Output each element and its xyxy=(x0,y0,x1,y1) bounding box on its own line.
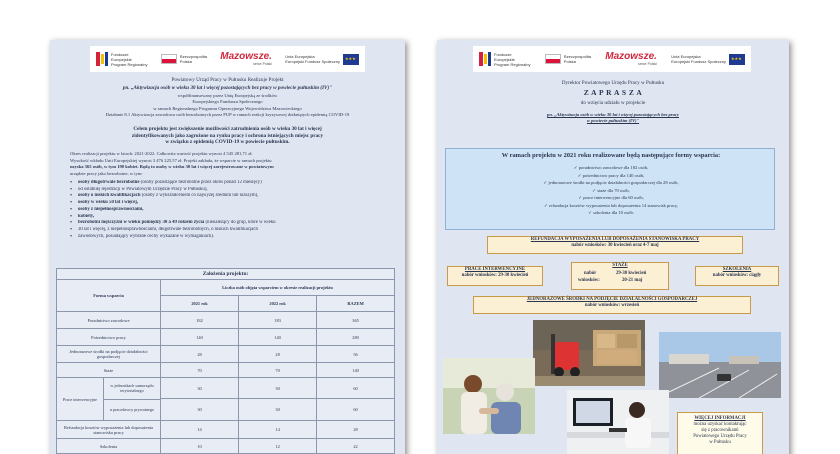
count-header: Liczba osób objęta wsparciem w okresie realizacji projektu xyxy=(161,280,395,296)
form-header: Forma wsparcia xyxy=(57,280,161,312)
table-title: Założenia projektu: xyxy=(57,269,395,280)
table-row: Refundacja kosztów wyposażenia lub doposażenia stanowiska pracy 14 14 28 xyxy=(57,421,395,439)
eu-flag-icon xyxy=(729,54,745,65)
check-icon: ✓ xyxy=(577,172,583,178)
project-name: pn. „Aktywizacja osób w wieku 30 lat i więcej pozostających bez pracy w powiecie pułtuskim (IV)" xyxy=(547,112,679,123)
business-funds-box: JEDNORAZOWE ŚRODKI NA PODJĘCIE DZIAŁALNOŚCI GOSPODARCZEJ nabór wniosków: wrzesień xyxy=(473,296,751,314)
right-poster xyxy=(437,40,789,454)
list-item: ✓ pośrednictwo pracy dla 140 osób, xyxy=(577,172,645,178)
eu-flag-icon xyxy=(343,54,359,65)
list-item: • osoby w wieku 50 lat i więcej, xyxy=(70,200,392,207)
eu-logo: Unia Europejska Europejski Fundusz Społeczny ★★★ xyxy=(285,54,359,65)
check-icon: ✓ xyxy=(543,180,549,185)
list-item: ✓ prace interwencyjne dla 60 osób, xyxy=(578,195,644,200)
fund-line: Europejskiego Funduszu Społecznego xyxy=(192,99,263,104)
table-row: Staże 70 70 140 xyxy=(57,363,395,378)
office-worker-image xyxy=(567,390,669,454)
project-description: Okres realizacji projektu w latach: 2021-2022. Całkowita wartość projektu wynosi 4 545 281,71 zł. Wysokość wkładu Unii Europejskiej wynosi 3 476 225,57 zł. Projekt zakłada, że wsparcie w ramach projektu uzyska 365 osób, w tym 190 kobiet. Będą to osoby w wieku 30 lat i więcej zarejestrowane w powiatowym urzędzie pracy jako bezrobotne, w tym: xyxy=(70,151,274,176)
list-item: • osoby z niepełnosprawnościami, xyxy=(70,207,392,214)
left-poster xyxy=(50,40,405,454)
project-name: pn. „Aktywizacja osób w wieku 30 lat i więcej pozostających bez pracy w powiecie pułtuskim (IV)" xyxy=(122,85,333,91)
refund-box: REFUNDACJA WYPOSAŻENIA LUB DOPOSAŻENIA STANOWISKA PRACY nabór wniosków: 30 kwiecień oraz 4-7 maj xyxy=(487,236,743,254)
organizer-line: Powiatowy Urząd Pracy w Pułtusku Realizuje Projekt xyxy=(171,77,284,83)
action-line: Działanie 8.1 Aktywizacja zawodowa osób bezrobotnych przez PUP w ramach reakcji kryzysowej dotkniętych epidemią COVID-19 xyxy=(105,112,350,117)
check-icon: ✓ xyxy=(543,202,549,208)
list-item: • osoby długotrwale bezrobotne (osoby pozostające bezrobotne przez okres ponad 12 miesięcy) xyxy=(70,180,392,187)
list-item: • od ostatniej rejestracji w Powiatowym Urzędzie Pracy w Pułtusku), xyxy=(70,187,392,194)
warehouse-forklift-image xyxy=(533,320,645,386)
support-forms-panel xyxy=(445,148,775,230)
parking-photo xyxy=(659,332,781,398)
rzeczpospolita-logo: Rzeczpospolita Polska xyxy=(161,54,207,64)
project-goal: Celem projektu jest zwiększenie możliwości zatrudnienia osób w wieku 30 lat i więcej zidentyfikowanych jako zagrożone na rynku pracy i ochrona istniejących miejsc pracy w związku z epidemią COVID-19 w powiecie pułtuskim. xyxy=(131,126,324,146)
internships-box: STAŻE nabór wniosków: 29-30 kwiecień 20-21 maj xyxy=(571,262,669,290)
list-item: ✓ refundacja kosztów wyposażenia lub doposażenia 14 stanowisk pracy, xyxy=(543,202,679,208)
check-icon: ✓ xyxy=(588,210,594,215)
fundusze-logo: Fundusze Europejskie Program Regionalny xyxy=(479,52,530,67)
fundusze-mark-icon xyxy=(96,52,108,66)
panel-title: W ramach projektu w 2021 roku realizowane będą następujące formy wsparcia: xyxy=(501,152,721,159)
warehouse-photo xyxy=(533,320,645,386)
mazowsze-logo: Mazowsze. serce Polski xyxy=(220,51,272,66)
target-groups-list xyxy=(70,180,392,240)
table-row: Jednorazowe środki na podjęcie działalności gospodarczej 28 28 56 xyxy=(57,346,395,363)
rzeczpospolita-logo: Rzeczpospolita Polska xyxy=(545,54,591,64)
trainings-box: SZKOLENIA nabór wniosków: ciągły xyxy=(695,266,779,286)
list-item: • 30 lat i więcej, z niepełnosprawnościami, długotrwale bezrobotnych, o niskich kwalifikacjach xyxy=(70,227,392,234)
support-forms-list xyxy=(446,164,776,217)
fundusze-mark-icon xyxy=(479,52,491,66)
more-info-box: WIĘCEJ INFORMACJI można uzyskać kontaktując się z pracownikami Powiatowego Urzędu Pracy w Pułtusku xyxy=(677,412,763,454)
list-item: • bezrobotni mężczyźni w wieku pomiędzy 30 a 49 rokiem życia (nienależący do grup, które w wieku xyxy=(70,220,392,227)
office-photo xyxy=(567,390,669,454)
logo-strip xyxy=(473,46,751,72)
director-line: Dyrektor Powiatowego Urzędu Pracy w Pułtusku xyxy=(561,80,665,86)
year-2021-header: 2021 rok xyxy=(161,296,239,312)
check-icon: ✓ xyxy=(573,165,579,170)
eu-logo: Unia Europejska Europejski Fundusz Społeczny ★★★ xyxy=(671,54,745,65)
list-item: ✓ staże dla 70 osób, xyxy=(592,187,630,193)
project-assumptions-table xyxy=(56,268,395,454)
join-line: do wzięcia udziału w projekcie xyxy=(580,100,646,106)
invites-heading: Z A P R A S Z A xyxy=(583,88,643,97)
table-row: Pośrednictwo pracy 140 140 280 xyxy=(57,329,395,346)
cofinancing-line: współfinansowany przez Unię Europejską ze środków xyxy=(177,93,278,98)
list-item: ✓ szkolenia dla 10 osób. xyxy=(588,210,634,215)
list-item: • kobiety, xyxy=(70,214,392,221)
parking-lot-image xyxy=(659,332,781,398)
check-icon: ✓ xyxy=(578,195,584,200)
table-row: Poradnictwo zawodowe 182 183 365 xyxy=(57,312,395,329)
table-row: Szkolenia 10 12 22 xyxy=(57,439,395,454)
interventions-box: PRACE INTERWENCYJNE nabór wniosków: 29-30 kwiecień xyxy=(447,266,543,286)
check-icon: ✓ xyxy=(592,187,598,193)
year-2022-header: 2022 rok xyxy=(239,296,317,312)
mazowsze-logo: Mazowsze. serce Polski xyxy=(605,51,657,66)
program-line: w ramach Regionalnego Programu Operacyjnego Województwa Mazowieckiego xyxy=(153,106,302,111)
list-item: ✓ poradnictwo zawodowe dla 182 osób, xyxy=(573,165,649,170)
list-item: • osoby o niskich kwalifikacjach (osoby z wykształceniem co najwyżej średnim lub niższym), xyxy=(70,193,392,200)
poland-flag-icon xyxy=(545,54,561,64)
poland-flag-icon xyxy=(161,54,177,64)
fundusze-logo: Fundusze Europejskie Program Regionalny xyxy=(96,52,147,67)
caregiver-photo xyxy=(443,358,535,434)
list-item: ✓ jednorazowe środki na podjęcie działalności gospodarczej dla 28 osób, xyxy=(543,180,679,185)
table-row: Prace interwencyjne w jednostkach samorządu terytorialnego u pracodawcy prywatnego 30 30 30 30 60 60 xyxy=(57,378,395,421)
list-item: • zawodowych, posiadający wybrane cechy wykazane w wymaganiach). xyxy=(70,234,392,241)
logo-strip xyxy=(90,46,365,72)
caregiver-elderly-image xyxy=(443,358,535,434)
total-header: RAZEM xyxy=(317,296,395,312)
